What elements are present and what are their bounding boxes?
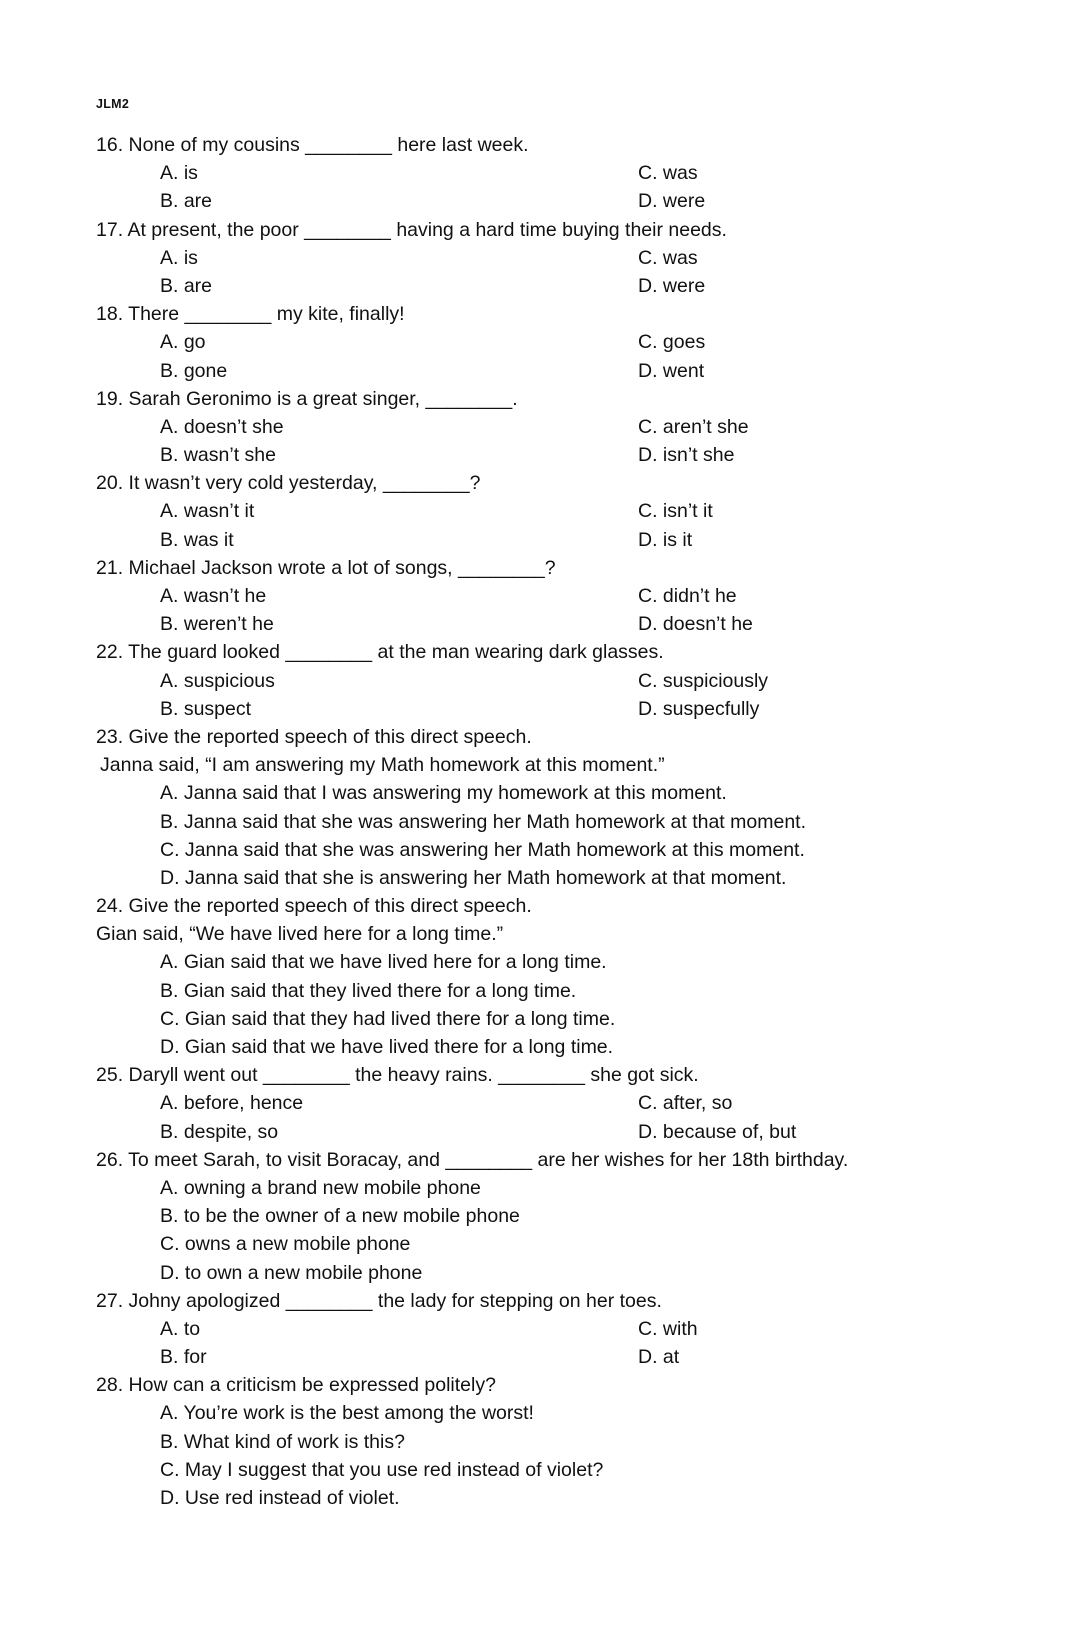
answer-option: A. Janna said that I was answering my homework at this moment.: [160, 782, 727, 805]
answer-option: A. go: [160, 331, 206, 354]
document-header: JLM2: [96, 97, 130, 111]
answer-option: C. Janna said that she was answering her Math homework at this moment.: [160, 838, 805, 861]
answer-option: C. aren’t she: [638, 415, 749, 438]
answer-option: C. with: [638, 1317, 698, 1340]
question-stem: 19. Sarah Geronimo is a great singer, ________.: [96, 387, 518, 410]
question-block: [96, 300, 1056, 385]
answer-option: C. goes: [638, 331, 706, 354]
question-block: [96, 1061, 1056, 1146]
option-row: [96, 1118, 1056, 1146]
question-list: [96, 131, 1056, 1512]
answer-option: A. You’re work is the best among the worst!: [160, 1402, 534, 1425]
answer-option: C. suspiciously: [638, 669, 769, 692]
question-stem: 24. Give the reported speech of this direct speech.: [96, 895, 532, 918]
answer-option: B. Gian said that they lived there for a long time.: [160, 979, 577, 1002]
option-row: [96, 582, 1056, 610]
answer-option: C. isn’t it: [638, 500, 713, 523]
answer-option: A. before, hence: [160, 1092, 304, 1115]
question-block: [96, 1287, 1056, 1372]
option-row: [96, 328, 1056, 356]
option-row: [96, 441, 1056, 469]
answer-option: C. didn’t he: [638, 585, 737, 607]
question-stem: 20. It wasn’t very cold yesterday, ________?: [96, 472, 481, 495]
question-stem: 27. Johny apologized ________ the lady for stepping on her toes.: [96, 1289, 662, 1312]
option-row: [96, 159, 1056, 187]
option-row: [96, 187, 1056, 215]
question-stem: 17. At present, the poor ________ having a hard time buying their needs.: [96, 218, 727, 241]
option-row: [96, 413, 1056, 441]
question-stem: 18. There ________ my kite, finally!: [96, 303, 405, 326]
answer-option: A. to: [160, 1317, 201, 1340]
answer-option: B. suspect: [160, 697, 252, 720]
answer-option: A. doesn’t she: [160, 415, 284, 438]
question-block: [96, 554, 1056, 639]
answer-option: A. is: [160, 246, 198, 269]
answer-option: C. Gian said that they had lived there for a long time.: [160, 1007, 616, 1030]
option-row: [96, 1343, 1056, 1371]
answer-option: D. Gian said that we have lived there for a long time.: [160, 1036, 614, 1058]
answer-option: D. were: [638, 190, 706, 213]
answer-option: B. for: [160, 1346, 207, 1369]
answer-option: D. doesn’t he: [638, 613, 753, 636]
answer-option: D. is it: [638, 528, 693, 551]
answer-option: B. despite, so: [160, 1120, 279, 1143]
question-stem: 28. How can a criticism be expressed politely?: [96, 1374, 496, 1397]
question-stem: 21. Michael Jackson wrote a lot of songs, ________?: [96, 556, 556, 579]
answer-option: C. owns a new mobile phone: [160, 1233, 411, 1256]
question-block: [96, 131, 1056, 216]
answer-option: B. wasn’t she: [160, 444, 276, 467]
question-block: [96, 469, 1056, 554]
answer-option: C. May I suggest that you use red instead of violet?: [160, 1458, 604, 1481]
answer-option: D. suspecfully: [638, 697, 760, 720]
answer-option: D. because of, but: [638, 1120, 797, 1143]
question-stem: 22. The guard looked ________ at the man wearing dark glasses.: [96, 641, 664, 664]
direct-speech: Janna said, “I am answering my Math homework at this moment.”: [100, 754, 665, 777]
answer-option: D. were: [638, 274, 706, 297]
answer-option: B. was it: [160, 528, 234, 551]
answer-option: B. are: [160, 190, 213, 213]
question-block: [96, 385, 1056, 470]
answer-option: B. What kind of work is this?: [160, 1430, 405, 1453]
question-block: [96, 216, 1056, 301]
answer-option: A. wasn’t he: [160, 585, 267, 607]
option-row: [96, 272, 1056, 300]
option-row: [96, 526, 1056, 554]
question-stem: 23. Give the reported speech of this direct speech.: [96, 725, 532, 748]
option-row: [96, 497, 1056, 525]
answer-option: A. Gian said that we have lived here for a long time.: [160, 951, 607, 974]
direct-speech: Gian said, “We have lived here for a long time.”: [96, 923, 504, 946]
answer-option: B. Janna said that she was answering her Math homework at that moment.: [160, 810, 806, 833]
question-stem: 16. None of my cousins ________ here last week.: [96, 134, 529, 156]
option-row: [96, 1089, 1056, 1117]
question-block: [96, 892, 1056, 1061]
answer-option: A. suspicious: [160, 669, 275, 692]
answer-option: B. weren’t he: [160, 613, 274, 636]
answer-option: B. to be the owner of a new mobile phone: [160, 1205, 520, 1228]
answer-option: D. to own a new mobile phone: [160, 1261, 423, 1284]
option-row: [96, 244, 1056, 272]
answer-option: A. owning a brand new mobile phone: [160, 1176, 481, 1199]
answer-option: C. after, so: [638, 1092, 733, 1115]
option-row: [96, 1315, 1056, 1343]
question-block: [96, 1146, 1056, 1287]
option-row: [96, 695, 1056, 723]
question-stem: 25. Daryll went out ________ the heavy rains. ________ she got sick.: [96, 1064, 699, 1087]
answer-option: D. went: [638, 359, 705, 382]
question-block: [96, 723, 1056, 892]
question-block: [96, 1371, 1056, 1512]
option-row: [96, 610, 1056, 638]
answer-option: D. at: [638, 1346, 680, 1369]
answer-option: A. wasn’t it: [160, 500, 255, 523]
question-stem: 26. To meet Sarah, to visit Boracay, and ________ are her wishes for her 18th birthday.: [96, 1148, 849, 1171]
answer-option: B. are: [160, 274, 213, 297]
question-block: [96, 638, 1056, 723]
answer-option: D. Use red instead of violet.: [160, 1487, 400, 1509]
answer-option: B. gone: [160, 359, 228, 382]
answer-option: C. was: [638, 162, 698, 185]
answer-option: D. isn’t she: [638, 444, 735, 467]
answer-option: C. was: [638, 246, 698, 269]
option-row: [96, 667, 1056, 695]
answer-option: D. Janna said that she is answering her Math homework at that moment.: [160, 866, 787, 889]
answer-option: A. is: [160, 162, 198, 185]
option-row: [96, 357, 1056, 385]
